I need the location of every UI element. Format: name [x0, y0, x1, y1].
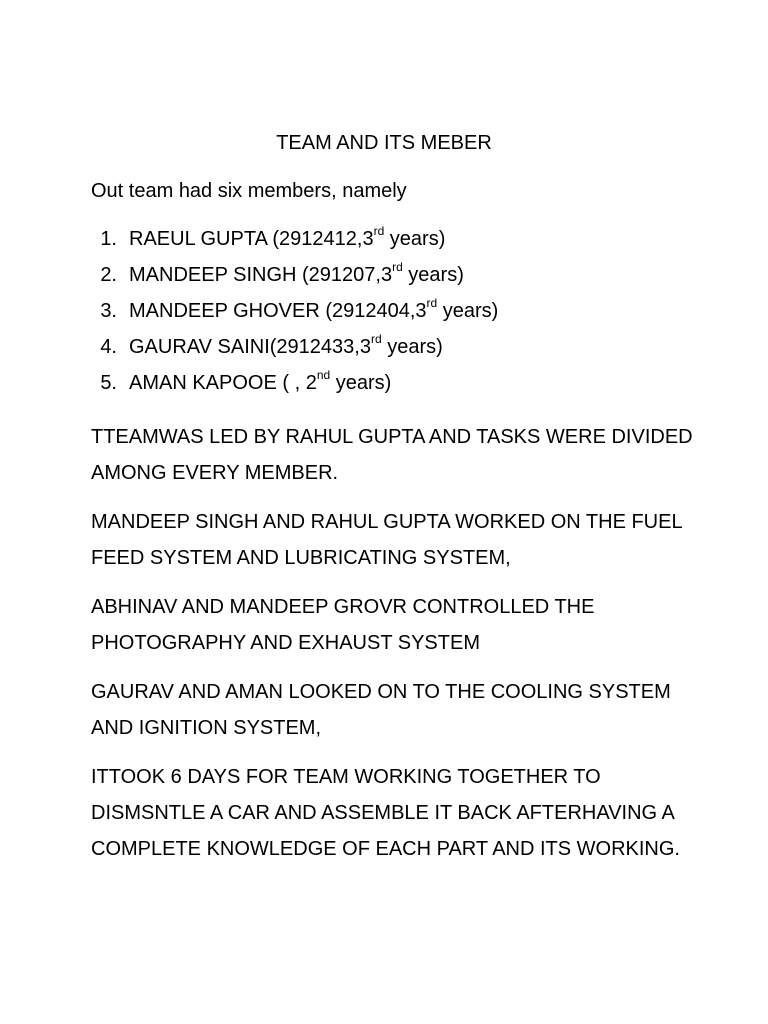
member-text: RAEUL GUPTA (2912412,3 [129, 228, 374, 250]
list-number: 2. [100, 264, 117, 286]
member-tail: years) [384, 228, 446, 250]
member-tail: years) [437, 300, 499, 322]
list-number: 3. [100, 300, 117, 322]
list-number: 4. [100, 336, 117, 358]
member-text: GAURAV SAINI(2912433,3 [129, 336, 371, 358]
intro-text: Out team had six members, namely [91, 180, 407, 202]
page-title: TEAM AND ITS MEBER [276, 132, 492, 154]
ordinal-suffix: rd [370, 332, 382, 347]
member-text: AMAN KAPOOE ( , 2 [129, 372, 317, 394]
member-text: MANDEEP SINGH (291207,3 [129, 264, 393, 286]
paragraph-team-lead: TTEAMWAS LED BY RAHUL GUPTA AND TASKS WERE DIVIDED AMONG EVERY MEMBER. [91, 426, 693, 484]
member-tail: years) [402, 264, 464, 286]
ordinal-suffix: rd [392, 260, 403, 275]
ordinal-suffix: rd [373, 224, 385, 239]
ordinal-suffix: nd [316, 368, 331, 383]
paragraph-fuel-feed: MANDEEP SINGH AND RAHUL GUPTA WORKED ON THE FUEL FEED SYSTEM AND LUBRICATING SYSTEM, [91, 511, 682, 569]
member-text: MANDEEP GHOVER (2912404,3 [129, 300, 427, 322]
list-item [91, 370, 498, 406]
member-tail: years) [330, 372, 392, 394]
list-item [91, 298, 498, 334]
paragraph-cooling-ignition: GAURAV AND AMAN LOOKED ON TO THE COOLING SYSTEM AND IGNITION SYSTEM, [91, 681, 671, 739]
ordinal-suffix: rd [426, 296, 438, 311]
list-item [91, 226, 498, 262]
list-item [91, 334, 498, 370]
paragraph-photography-exhaust: ABHINAV AND MANDEEP GROVR CONTROLLED THE PHOTOGRAPHY AND EXHAUST SYSTEM [91, 596, 595, 654]
list-number: 1. [100, 228, 117, 250]
member-list [91, 226, 498, 406]
list-number: 5. [100, 372, 117, 394]
list-item [91, 262, 498, 298]
paragraph-conclusion: ITTOOK 6 DAYS FOR TEAM WORKING TOGETHER TO DISMSNTLE A CAR AND ASSEMBLE IT BACK AFTERHAVING A COMPLETE KNOWLEDGE OF EACH PART AND ITS WORKING. [91, 766, 680, 860]
member-tail: years) [381, 336, 443, 358]
